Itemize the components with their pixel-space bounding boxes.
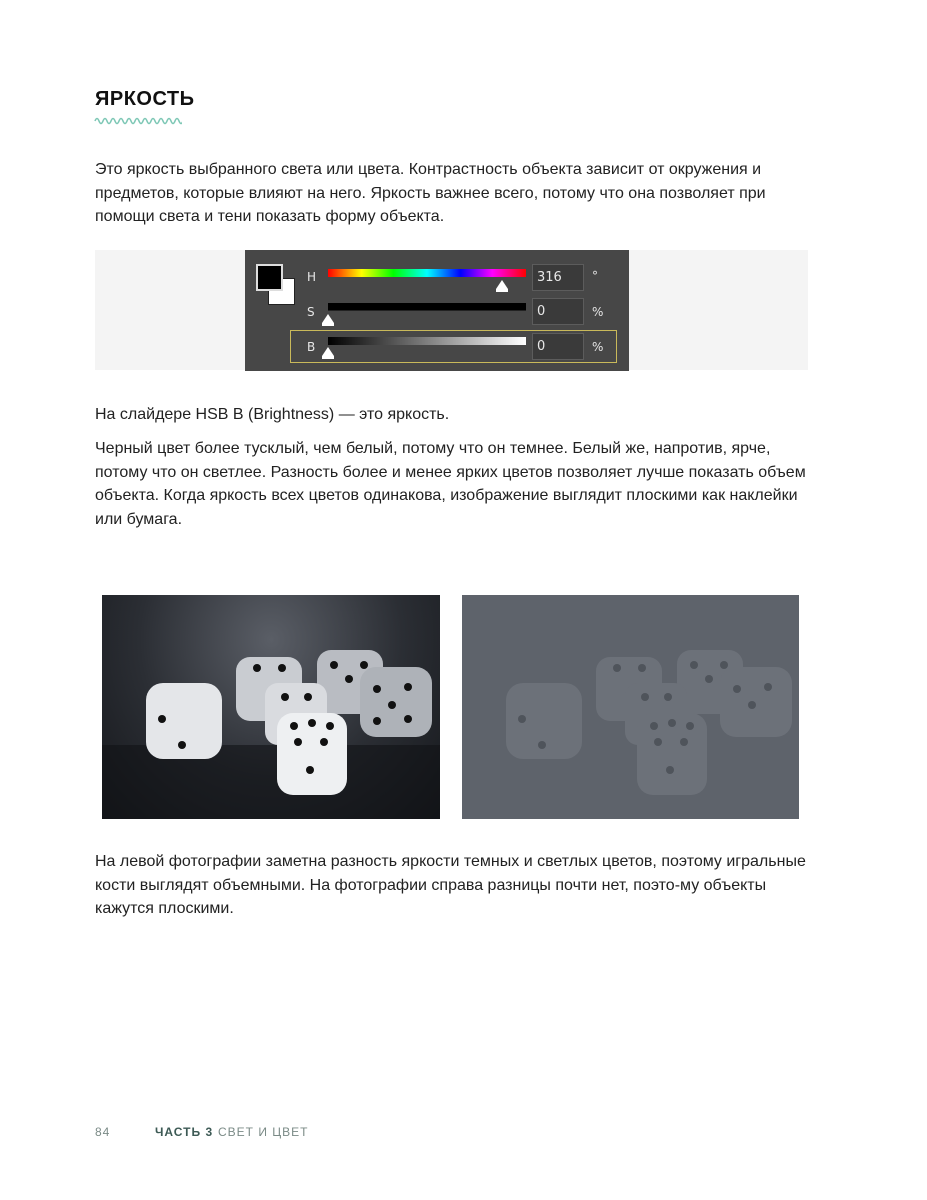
photo-caption: На левой фотографии заметна разность яркости темных и светлых цветов, поэтому игральные кости выглядят объемными. На фотографии справа разницы почти нет, поэто-му объекты кажутся плоскими. [95, 853, 806, 917]
saturation-slider-thumb[interactable] [322, 314, 334, 323]
brightness-slider-track[interactable] [328, 337, 526, 345]
slider-caption: На слайдере HSB B (Brightness) — это яркость. [95, 406, 450, 423]
intro-paragraph: Это яркость выбранного света или цвета. Контрастность объекта зависит от окружения и предметов, которые влияют на него. Яркость важнее всего, потому что она позволяет при помощи света и тени показать форму объекта. [95, 161, 766, 225]
hue-unit: ° [592, 269, 598, 283]
saturation-value-field[interactable]: 0 [532, 298, 584, 325]
brightness-slider-thumb[interactable] [322, 347, 334, 356]
die-front [277, 713, 347, 795]
foreground-color-swatch[interactable] [256, 264, 283, 291]
hue-slider-thumb[interactable] [496, 280, 508, 289]
part-label: ЧАСТЬ 3 [155, 1125, 214, 1139]
saturation-unit: % [592, 305, 604, 319]
chapter-label: СВЕТ И ЦВЕТ [218, 1125, 309, 1139]
page-number: 84 [95, 1125, 111, 1139]
dice-photo-high-contrast [102, 595, 440, 819]
die-left [146, 683, 222, 759]
brightness-unit: % [592, 340, 604, 354]
hue-slider-track[interactable] [328, 269, 526, 277]
title-underline-decoration [94, 115, 182, 125]
saturation-slider-track[interactable] [328, 303, 526, 311]
brightness-label: B [307, 340, 316, 354]
hue-value-field[interactable]: 316 [532, 264, 584, 291]
hue-label: H [307, 270, 317, 284]
brightness-value-field[interactable]: 0 [532, 333, 584, 360]
dice-photo-low-contrast [462, 595, 799, 819]
saturation-label: S [307, 305, 315, 319]
die-back-right [360, 667, 432, 737]
section-title: ЯРКОСТЬ [95, 88, 195, 110]
explanation-paragraph: Черный цвет более тусклый, чем белый, потому что он темнее. Белый же, напротив, ярче, потому что он светлее. Разность более и менее ярких цветов позволяет лучше показать объем объекта. Когда яркость всех цветов одинакова, изображение выглядит плоскими как наклейки или бумага. [95, 440, 806, 528]
